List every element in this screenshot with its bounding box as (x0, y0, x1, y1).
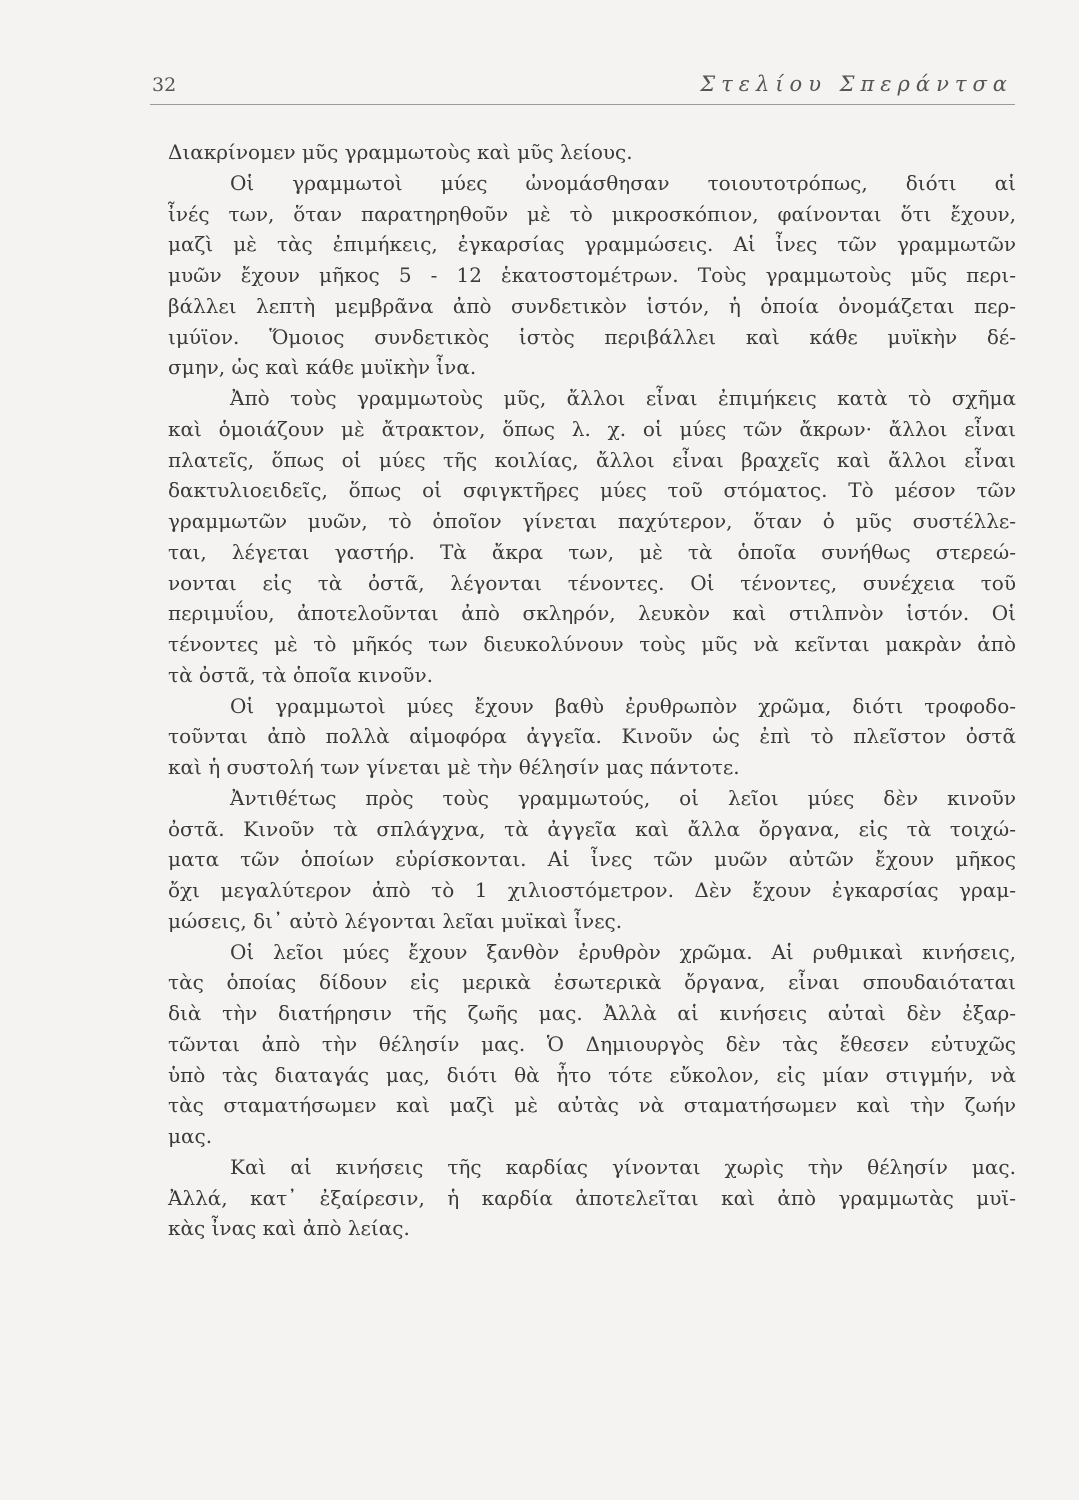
text-line: τοῦνται ἀπὸ πολλὰ αἱμοφόρα ἀγγεῖα. Κινοῦν ὡς ἐπὶ τὸ πλεῖστον ὀστᾶ (168, 724, 1016, 749)
text-line: ιμύϊον. Ὅμοιος συνδετικὸς ἱστὸς περιβάλλει καὶ κάθε μυϊκὴν δέ- (168, 324, 1016, 349)
text-line: Ἀπὸ τοὺς γραμμωτοὺς μῦς, ἄλλοι εἶναι ἐπιμήκεις κατὰ τὸ σχῆμα (230, 386, 1016, 410)
text-line: νονται εἰς τὰ ὀστᾶ, λέγονται τένοντες. Οἱ τένοντες, συνέχεια τοῦ (168, 570, 1016, 595)
text-line: ται, λέγεται γαστήρ. Τὰ ἄκρα των, μὲ τὰ ὁποῖα συνήθως στερεώ- (168, 539, 1016, 564)
text-line: τὰς σταματήσωμεν καὶ μαζὶ μὲ αὐτὰς νὰ σταματήσωμεν καὶ τὴν ζωήν (168, 1093, 1016, 1118)
text-line: δακτυλιοειδεῖς, ὅπως οἱ σφιγκτῆρες μύες τοῦ στόματος. Τὸ μέσον τῶν (168, 478, 1016, 503)
text-line: τὰ ὀστᾶ, τὰ ὁποῖα κινοῦν. (168, 662, 433, 687)
text-line: καὶ ὁμοιάζουν μὲ ἄτρακτον, ὅπως λ. χ. οἱ μύες τῶν ἄκρων· ἄλλοι εἶναι (168, 416, 1016, 441)
text-line: ὑπὸ τὰς διαταγάς μας, διότι θὰ ἦτο τότε εὔκολον, εἰς μίαν στιγμήν, νὰ (168, 1062, 1016, 1087)
text-line: μυῶν ἔχουν μῆκος 5 - 12 ἑκατοστομέτρων. Τοὺς γραμμωτοὺς μῦς περι- (168, 263, 1016, 287)
text-line: Ἀλλά, κατ᾿ ἐξαίρεσιν, ἡ καρδία ἀποτελεῖται καὶ ἀπὸ γραμμωτὰς μυϊ- (168, 1185, 1016, 1210)
body-text (168, 137, 1016, 1244)
text-line: τὰς ὁποίας δίδουν εἰς μερικὰ ἐσωτερικὰ ὄργανα, εἶναι σπουδαιόταται (168, 970, 1016, 995)
text-line: Οἱ γραμμωτοὶ μύες ὠνομάσθησαν τοιουτοτρόπως, διότι αἱ (230, 170, 1016, 195)
text-line: διὰ τὴν διατήρησιν τῆς ζωῆς μας. Ἀλλὰ αἱ κινήσεις αὐταὶ δὲν ἐξαρ- (168, 1001, 1016, 1025)
text-line: Καὶ αἱ κινήσεις τῆς καρδίας γίνονται χωρὶς τὴν θέλησίν μας. (230, 1154, 1016, 1179)
header-divider (150, 104, 1015, 105)
text-line: καὶ ἡ συστολή των γίνεται μὲ τὴν θέλησίν μας πάντοτε. (168, 755, 740, 779)
text-line: Οἱ λεῖοι μύες ἔχουν ξανθὸν ἐρυθρὸν χρῶμα. Αἱ ρυθμικαὶ κινήσεις, (230, 939, 1016, 964)
page-number: 32 (152, 74, 177, 96)
text-line: Οἱ γραμμωτοὶ μύες ἔχουν βαθὺ ἐρυθρωπὸν χρῶμα, διότι τροφοδο- (230, 693, 1016, 718)
text-line: τένοντες μὲ τὸ μῆκός των διευκολύνουν τοὺς μῦς νὰ κεῖνται μακρὰν ἀπὸ (168, 632, 1016, 656)
text-line: ὄχι μεγαλύτερον ἀπὸ τὸ 1 χιλιοστόμετρον. Δὲν ἔχουν ἐγκαρσίας γραμ- (168, 878, 1016, 902)
text-line: Διακρίνομεν μῦς γραμμωτοὺς καὶ μῦς λείους. (168, 140, 633, 164)
text-line: μαζὶ μὲ τὰς ἐπιμήκεις, ἐγκαρσίας γραμμώσεις. Αἱ ἶνες τῶν γραμμωτῶν (168, 232, 1016, 257)
text-line: κὰς ἶνας καὶ ἀπὸ λείας. (168, 1216, 410, 1241)
text-line: μας. (168, 1124, 213, 1148)
running-title: Στελίου Σπεράντσα (700, 72, 1013, 96)
text-line: περιμυΐου, ἀποτελοῦνται ἀπὸ σκληρόν, λευκὸν καὶ στιλπνὸν ἱστόν. Οἱ (168, 601, 1016, 626)
text-line: γραμμωτῶν μυῶν, τὸ ὁποῖον γίνεται παχύτερον, ὅταν ὁ μῦς συστέλλε- (168, 509, 1016, 533)
text-line: ἶνές των, ὅταν παρατηρηθοῦν μὲ τὸ μικροσκόπιον, φαίνονται ὅτι ἔχουν, (168, 201, 1016, 226)
text-line: Ἀντιθέτως πρὸς τοὺς γραμμωτούς, οἱ λεῖοι μύες δὲν κινοῦν (230, 785, 1016, 810)
text-line: πλατεῖς, ὅπως οἱ μύες τῆς κοιλίας, ἄλλοι εἶναι βραχεῖς καὶ ἄλλοι εἶναι (168, 447, 1016, 472)
text-line: σμην, ὡς καὶ κάθε μυϊκὴν ἶνα. (168, 355, 477, 380)
text-line: βάλλει λεπτὴ μεμβρᾶνα ἀπὸ συνδετικὸν ἱστόν, ἡ ὁποία ὀνομάζεται περ- (168, 293, 1016, 318)
text-line: ὀστᾶ. Κινοῦν τὰ σπλάγχνα, τὰ ἀγγεῖα καὶ ἄλλα ὄργανα, εἰς τὰ τοιχώ- (168, 816, 1016, 841)
text-line: ματα τῶν ὁποίων εὑρίσκονται. Αἱ ἶνες τῶν μυῶν αὐτῶν ἔχουν μῆκος (168, 847, 1016, 872)
text-line: τῶνται ἀπὸ τὴν θέλησίν μας. Ὁ Δημιουργὸς δὲν τὰς ἔθεσεν εὐτυχῶς (168, 1031, 1016, 1056)
text-line: μώσεις, δι᾿ αὐτὸ λέγονται λεῖαι μυϊκαὶ ἶνες. (168, 908, 623, 933)
